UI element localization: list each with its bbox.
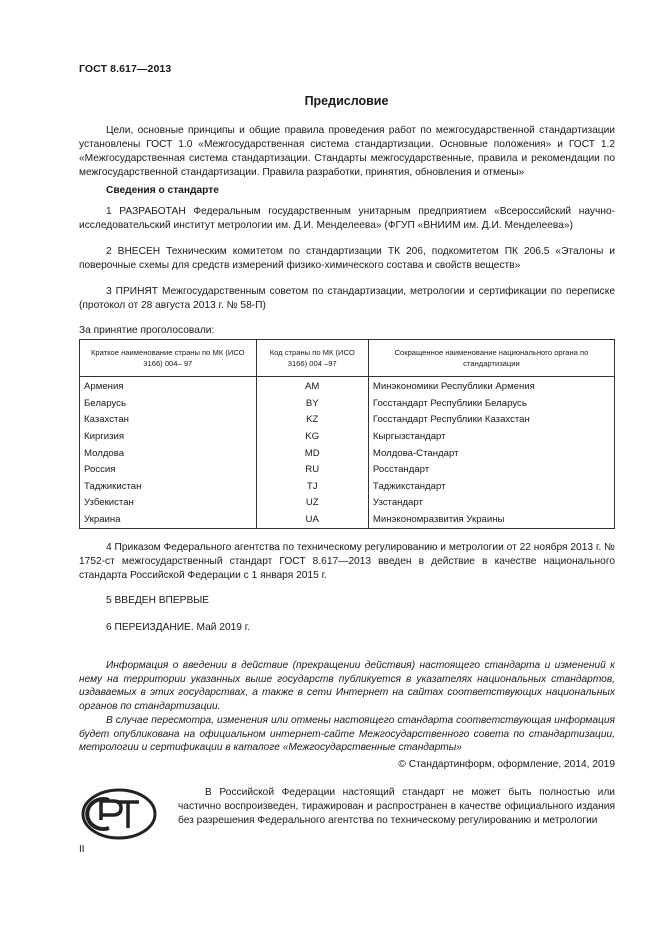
body-cell: Госстандарт Республики Беларусь bbox=[368, 396, 614, 413]
code-cell: BY bbox=[256, 396, 368, 413]
item-first-introduced: 5 ВВЕДЕН ВПЕРВЫЕ bbox=[106, 595, 210, 606]
code-cell: UA bbox=[256, 512, 368, 529]
country-cell: Таджикистан bbox=[80, 479, 257, 496]
standard-info-heading: Сведения о стандарте bbox=[106, 185, 219, 196]
body-cell: Кыргызстандарт bbox=[368, 429, 614, 446]
item-adopted: 3 ПРИНЯТ Межгосударственным советом по стандартизации, метрологии и сертификации по переписке (протокол от 28 августа 2013 г. № 58-П) bbox=[79, 286, 615, 311]
body-cell: Минэкономики Республики Армения bbox=[368, 377, 614, 396]
body-cell: Узстандарт bbox=[368, 495, 614, 512]
body-cell: Росстандарт bbox=[368, 462, 614, 479]
table-row bbox=[80, 412, 615, 429]
copyright-line: © Стандартинформ, оформление, 2014, 2019 bbox=[398, 759, 615, 770]
table-row bbox=[80, 512, 615, 529]
code-cell: KG bbox=[256, 429, 368, 446]
column-header-body: Сокращенное наименование национального органа по стандартизации bbox=[368, 340, 614, 377]
code-cell: TJ bbox=[256, 479, 368, 496]
code-cell: KZ bbox=[256, 412, 368, 429]
item-developed: 1 РАЗРАБОТАН Федеральным государственным унитарным предприятием «Всероссийский научно-исследовательский институт метрологии им. Д.И. Менделеева» (ФГУП «ВНИИМ им. Д.И. Менделеева») bbox=[79, 206, 615, 231]
table-row bbox=[80, 377, 615, 396]
rst-certification-mark-icon bbox=[79, 786, 159, 842]
item-enacted: 4 Приказом Федерального агентства по техническому регулированию и метрологии от 22 ноября 2013 г. № 1752-ст межгосударственный стандарт ГОСТ 8.617—2013 введен в действие в качестве национального стандарта Российской Федерации с 1 января 2015 г. bbox=[79, 542, 615, 581]
country-cell: Беларусь bbox=[80, 396, 257, 413]
page-title: Предисловие bbox=[304, 94, 389, 108]
rf-reproduction-notice: В Российской Федерации настоящий стандарт не может быть полностью или частично воспроизведен, тиражирован и распространен в качестве официального издания без разрешения Федерального агентства по техническому регулированию и метрологии bbox=[178, 787, 615, 826]
table-row bbox=[80, 495, 615, 512]
body-cell: Таджикстандарт bbox=[368, 479, 614, 496]
country-cell: Армения bbox=[80, 377, 257, 396]
country-cell: Киргизия bbox=[80, 429, 257, 446]
table-row bbox=[80, 396, 615, 413]
code-cell: MD bbox=[256, 445, 368, 462]
country-cell: Молдова bbox=[80, 445, 257, 462]
voting-table bbox=[79, 339, 615, 529]
table-row bbox=[80, 462, 615, 479]
body-cell: Минэкономразвития Украины bbox=[368, 512, 614, 529]
body-cell: Госстандарт Республики Казахстан bbox=[368, 412, 614, 429]
country-cell: Россия bbox=[80, 462, 257, 479]
voting-caption: За принятие проголосовали: bbox=[79, 325, 215, 336]
country-cell: Украина bbox=[80, 512, 257, 529]
column-header-country: Краткое наименование страны по МК (ИСО 3166) 004– 97 bbox=[80, 340, 257, 377]
document-id-header: ГОСТ 8.617—2013 bbox=[79, 63, 172, 75]
info-notice-validity: Информация о введении в действие (прекращении действия) настоящего стандарта и изменений к нему на территории указанных выше государств публикуется в указателях национальных стандартов, издаваемых в этих государствах, а также в сети Интернет на сайтах соответствующих национальных органов по стандартизации. bbox=[79, 660, 615, 712]
page-number: II bbox=[79, 844, 85, 855]
table-header-row bbox=[80, 340, 615, 377]
intro-paragraph: Цели, основные принципы и общие правила проведения работ по межгосударственной стандартизации установлены ГОСТ 1.0 «Межгосударственная система стандартизации. Основные положения» и ГОСТ 1.2 «Межгосударственная система стандартизации. Стандарты межгосударственные, правила и рекомендации по межгосударственной стандартизации. Правила разработки, принятия, обновления и отмены» bbox=[79, 125, 615, 178]
code-cell: RU bbox=[256, 462, 368, 479]
column-header-code: Код страны по МК (ИСО 3166) 004 –97 bbox=[256, 340, 368, 377]
code-cell: AM bbox=[256, 377, 368, 396]
table-row bbox=[80, 445, 615, 462]
code-cell: UZ bbox=[256, 495, 368, 512]
item-reissue: 6 ПЕРЕИЗДАНИЕ. Май 2019 г. bbox=[106, 622, 251, 633]
info-notice-revision: В случае пересмотра, изменения или отмены настоящего стандарта соответствующая информация будет опубликована на официальном интернет-сайте Межгосударственного совета по стандартизации, метрологии и сертификации в каталоге «Межгосударственные стандарты» bbox=[79, 715, 615, 754]
body-cell: Молдова-Стандарт bbox=[368, 445, 614, 462]
table-row bbox=[80, 479, 615, 496]
table-row bbox=[80, 429, 615, 446]
item-introduced: 2 ВНЕСЕН Техническим комитетом по стандартизации ТК 206, подкомитетом ПК 206.5 «Эталоны и поверочные схемы для средств измерений физико-химического состава и свойств веществ» bbox=[79, 246, 615, 271]
country-cell: Казахстан bbox=[80, 412, 257, 429]
country-cell: Узбекистан bbox=[80, 495, 257, 512]
